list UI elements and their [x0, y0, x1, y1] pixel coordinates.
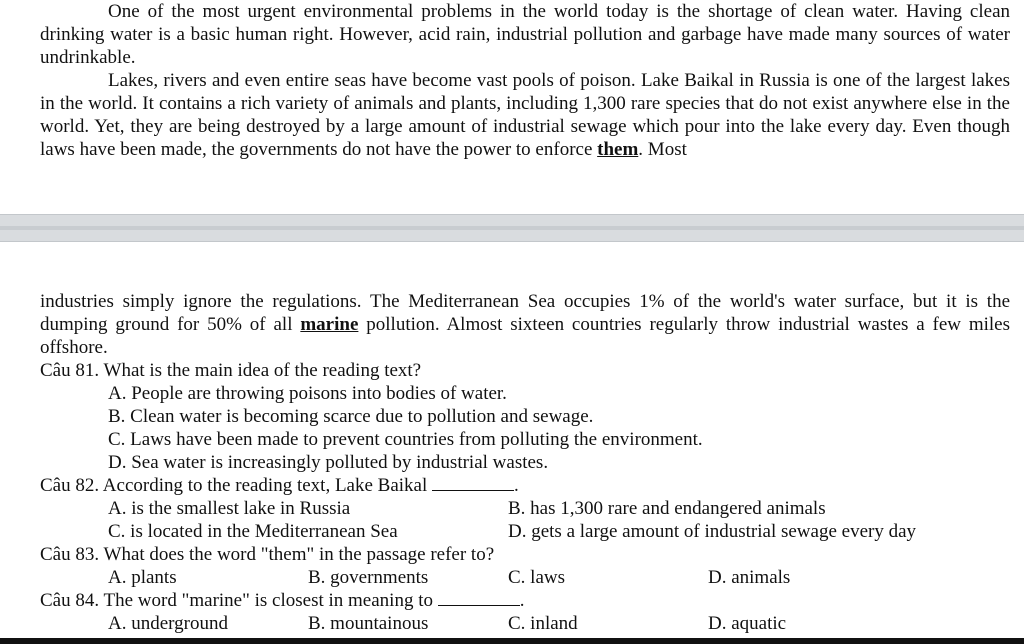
q84-row: [108, 612, 1010, 635]
q82-option-c[interactable]: C. is located in the Mediterranean Sea: [108, 521, 398, 542]
paragraph-3: [40, 290, 1010, 359]
q84-blank: [438, 591, 520, 606]
q83-option-c[interactable]: C. laws: [508, 567, 565, 588]
paragraph-2-text: Lakes, rivers and even entire seas have become vast pools of poison. Lake Baikal in Russia is one of the largest lakes in the world. It contains a rich variety of animals and plants, including 1,300 rare species that do not exist anywhere else in the world. Yet, they are being destroyed by a large amount of industrial sewage which pour into the lake every day. Even though laws have been made, the governments do not have the power to enforce: [40, 70, 1010, 160]
q82-stem-end: .: [514, 475, 519, 496]
question-82-stem: [40, 474, 1010, 497]
q83-option-a[interactable]: A. plants: [108, 567, 177, 588]
q84-stem-end: .: [519, 590, 525, 611]
paragraph-3-text: industries simply ignore the regulations. The Mediterranean Sea occupies 1% of the world's water surface, but it is the dumping ground for 50% of all: [40, 291, 1010, 335]
q83-option-d[interactable]: D. animals: [708, 567, 791, 588]
paragraph-1: One of the most urgent environmental problems in the world today is the shortage of clean water. Having clean drinking water is a basic human right. However, acid rain, industrial pollution and garbage have made many sources of water undrinkable.: [40, 1, 1010, 68]
q82-option-b[interactable]: B. has 1,300 rare and endangered animals: [508, 498, 826, 519]
paragraph-2: [40, 69, 1010, 161]
page-break-line: [0, 226, 1024, 230]
q82-option-d[interactable]: D. gets a large amount of industrial sewage every day: [508, 521, 917, 542]
q84-option-d[interactable]: D. aquatic: [708, 613, 787, 634]
question-81-stem: Câu 81. What is the main idea of the reading text?: [40, 360, 422, 381]
q82-row-1: [108, 497, 1010, 520]
q81-option-a[interactable]: A. People are throwing poisons into bodies of water.: [108, 383, 507, 404]
q84-option-c[interactable]: C. inland: [508, 613, 578, 634]
question-81-options: [108, 382, 1010, 474]
q84-stem-text: Câu 84. The word "marine" is closest in meaning to: [40, 590, 433, 611]
page-top: [40, 0, 1010, 161]
question-84-stem: [40, 589, 1010, 612]
q82-blank: [432, 476, 514, 491]
q81-option-c[interactable]: C. Laws have been made to prevent countries from polluting the environment.: [108, 429, 703, 450]
q82-stem-text: Câu 82. According to the reading text, Lake Baikal: [40, 475, 428, 496]
q84-option-b[interactable]: B. mountainous: [308, 613, 429, 634]
q82-row-2: [108, 520, 1010, 543]
paragraph-3-end: pollution. Almost sixteen countries regularly throw industrial wastes a few miles offshore.: [40, 314, 1011, 358]
word-them: them: [597, 139, 639, 160]
q81-option-d[interactable]: D. Sea water is increasingly polluted by industrial wastes.: [108, 452, 549, 473]
bottom-edge-bar: [0, 638, 1024, 644]
q83-option-b[interactable]: B. governments: [308, 567, 429, 588]
q82-option-a[interactable]: A. is the smallest lake in Russia: [108, 498, 351, 519]
q83-row: [108, 566, 1010, 589]
word-marine: marine: [300, 314, 359, 335]
paragraph-2-end: . Most: [638, 139, 687, 160]
page-break-separator: [0, 214, 1024, 242]
page-bottom: [40, 290, 1010, 635]
q81-option-b[interactable]: B. Clean water is becoming scarce due to pollution and sewage.: [108, 406, 594, 427]
question-83-stem: Câu 83. What does the word "them" in the passage refer to?: [40, 544, 495, 565]
q84-option-a[interactable]: A. underground: [108, 613, 228, 634]
